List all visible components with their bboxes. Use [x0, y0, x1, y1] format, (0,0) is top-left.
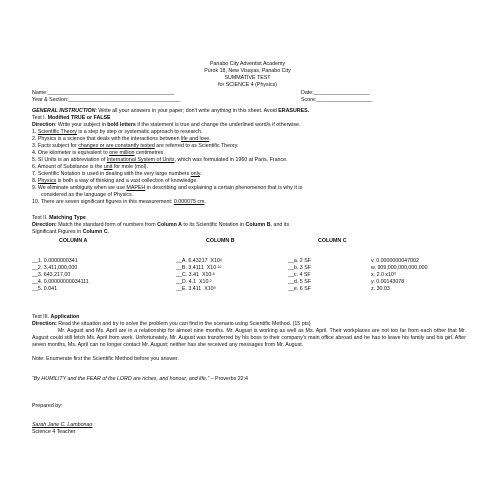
column-b-value: __E. 3.411	[176, 286, 202, 292]
item-underlined: one million	[109, 150, 135, 156]
item-suffix: in describing and explaining a certain phenomenon that is why it is	[145, 185, 303, 191]
item-prefix: 8.	[32, 178, 38, 184]
column-b-exponent: 9	[213, 286, 216, 290]
item-suffix: is both a way of thinking and a vast collection of knowledge.	[56, 178, 198, 184]
column-d-item: v. 0.0000000047002	[371, 258, 419, 264]
item-prefix: 4. One kilometer is equivalent to	[32, 150, 110, 156]
teacher-name: Sarah Jane C. Lambonao	[32, 422, 93, 428]
test1-item-6	[32, 164, 148, 171]
test2-direction-line2	[32, 229, 109, 236]
column-b-header: COLUMN B	[206, 238, 235, 244]
test3-scenario: Mr. August and Ms. April are in a relationship for almost nine months. Mr. August is working as well as Ms. April. Their workplaces are not too far from each other that Mr. August could still fetch Ms. April from work. Unfortunately, Mr. August was transferred by his boss to their company's main office abroad and he has to leave his family and his girl. After seven months, Ms. April can no longer contact Mr. August; neither has she received any messages from Mr. August.	[32, 328, 466, 348]
test2-direction-text-b: to its Scientific Notation in	[181, 222, 246, 228]
item-underlined: life and love	[180, 136, 210, 142]
name-label: Name:	[32, 90, 48, 96]
item-prefix: 1.	[32, 129, 38, 135]
test3-direction	[32, 321, 311, 328]
test1-direction-text-b: if the statement is true and change the underlined word/s if otherwise.	[135, 122, 301, 128]
test1-title-name: Modified TRUE or FALSE	[47, 115, 111, 121]
column-a-item: __5. 0.041	[32, 286, 58, 292]
test2-title-name: Matching Type	[49, 215, 86, 221]
column-b-item	[176, 258, 222, 265]
item-underlined: only	[190, 171, 201, 177]
column-b-value: __C. 3.41	[176, 272, 199, 278]
test1-direction-text-a: : Write your subject in	[54, 122, 108, 128]
test2-col-c-ref: Column C	[82, 229, 108, 235]
column-c-item: __d. 5 SF	[288, 279, 311, 285]
item-prefix: 2. Physics is a science that deals with the interactions between	[32, 136, 181, 142]
item-prefix: 3. Facts subject for	[32, 143, 79, 149]
item-prefix: 5. SI Units is an abbreviation of	[32, 157, 107, 163]
item-suffix: are referred to as Scientific Theory.	[154, 143, 239, 149]
test3-title-name: Application	[50, 314, 80, 320]
column-b-base: X10	[206, 265, 217, 271]
test2-direction-text-d: Significant Figures in	[32, 229, 83, 235]
column-a-header: COLUMN A	[59, 238, 88, 244]
year-section-field	[32, 97, 180, 104]
column-b-item	[176, 265, 221, 272]
item-underlined: International System of Units	[106, 157, 175, 163]
test1-item-9-continued	[41, 192, 133, 199]
column-d-item: z. 30.03	[371, 286, 390, 292]
test2-title-prefix: Test II.	[32, 215, 50, 221]
column-b-exponent: -2	[208, 279, 212, 283]
score-line: ___________________	[316, 97, 373, 103]
item-suffix: .	[200, 171, 202, 177]
column-a-item: __1. 0.0000000341	[32, 258, 78, 264]
column-a-item: __2. 3,411,000,000	[32, 265, 78, 271]
item-underlined: Physics	[37, 178, 57, 184]
test1-item-8	[32, 178, 198, 185]
general-instruction-label: GENERAL INSTRUCTION	[32, 108, 96, 114]
test2-direction	[32, 222, 289, 229]
test2-title	[32, 215, 86, 222]
item-suffix: for mole (mol).	[112, 164, 149, 170]
item-suffix: .	[209, 136, 211, 142]
test2-col-b-ref: Column B.	[245, 222, 273, 228]
item-prefix: 9. We eliminate ambiguity when we use	[32, 185, 127, 191]
test2-direction-text-a: Match the standard form of numbers from	[56, 222, 158, 228]
column-c-item: __b. 3 SF	[288, 265, 311, 271]
item-underlined: unit	[103, 164, 113, 170]
test-title: SUMMATIVE TEST	[224, 75, 271, 81]
test1-item-3	[32, 143, 239, 150]
test3-note: Note: Enumerate first the Scientific Method before you answer.	[32, 356, 179, 362]
test3-direction-text: Read the situation and try to solve the problem you can find in the scenario using Scientific Method. (15 pts)	[56, 321, 311, 327]
test1-title-prefix: Test I.	[32, 115, 48, 121]
column-a-item: __3. 643,217.00	[32, 272, 71, 278]
column-c-item: __c. 4 SF	[288, 272, 311, 278]
column-d-item: y. 0.00143078	[371, 279, 405, 285]
test1-item-9	[32, 185, 302, 192]
item-suffix: is a step by step or systematic approach to research.	[76, 129, 203, 135]
test1-item-1	[32, 129, 202, 136]
year-section-line: ______________________________________	[68, 97, 181, 103]
general-instruction-text: : Write all your answers in your paper; don't write anything in this sheet. Avoid	[95, 108, 279, 114]
column-b-value: __A. 6.43217	[176, 258, 208, 264]
item-underlined: 0.000075 cm	[173, 199, 205, 205]
item-suffix: .	[204, 199, 206, 205]
column-b-base: X10	[201, 272, 212, 278]
test1-direction	[32, 122, 300, 129]
quote-reference: – Proverbs 22:4	[209, 376, 249, 382]
column-a-item: __4. 0.00000000034111	[32, 279, 89, 285]
column-b-item	[176, 286, 216, 293]
column-b-item	[176, 279, 212, 286]
column-c-header: COLUMN C	[318, 238, 347, 244]
item-underlined: MAPEH	[126, 185, 146, 191]
item-prefix: 10. There are seven significant figures in this measurement:	[32, 199, 174, 205]
item-prefix: 7. Scientific Notation is used in dealing with the very large numbers	[32, 171, 191, 177]
column-b-item	[176, 272, 215, 279]
test2-col-a-ref: Column A	[157, 222, 182, 228]
teacher-role: Science 4 Teacher	[32, 429, 76, 435]
column-b-exponent: -8	[211, 272, 215, 276]
erasures-text: ERASURES.	[278, 108, 310, 114]
test3-title	[32, 314, 79, 321]
test1-bold-letters: bold letters	[107, 122, 136, 128]
date-line: ___________________	[313, 90, 370, 96]
general-instruction	[32, 108, 309, 115]
quote-text: “By HUMILITY and the FEAR of the LORD are riches, and honour, and life.”	[32, 376, 210, 382]
column-b-base: X10	[210, 258, 220, 264]
test1-item-2	[32, 136, 211, 143]
test1-item-10	[32, 199, 206, 206]
column-c-item: __e. 6 SF	[288, 286, 311, 292]
test3-title-prefix: Test III.	[32, 314, 51, 320]
item-continuation: considered as the language of Physics.	[41, 192, 134, 198]
date-field	[301, 90, 370, 97]
column-b-exponent: -10	[216, 265, 222, 269]
item-suffix: centimetres.	[134, 150, 165, 156]
test2-direction-text-c: and its	[272, 222, 290, 228]
test2-direction-text-e: .	[107, 229, 110, 235]
school-address: Purok 18, New Visayas, Panabo City	[204, 68, 291, 74]
date-label: Date:	[301, 90, 314, 96]
school-name: Panabo City Adventist Academy	[209, 61, 286, 67]
test1-item-4	[32, 150, 165, 157]
item-suffix: , which was formulated in 1960 at Paris, France.	[174, 157, 288, 163]
column-c-item: __a. 2 SF	[288, 258, 311, 264]
name-line: ___________________________________________	[47, 90, 175, 96]
score-label: Score:	[301, 97, 317, 103]
proverb-quote	[32, 376, 248, 383]
score-field	[301, 97, 372, 104]
column-b-value: __D. 4.1	[176, 279, 197, 285]
item-underlined: Scientific Theory	[37, 129, 77, 135]
column-d-item: w. 909,000,000,000,000	[371, 265, 428, 271]
test-subject: for SCIENCE 4 (Physics)	[218, 82, 277, 88]
test1-title	[32, 115, 111, 122]
column-b-base: X10	[204, 286, 214, 292]
name-field	[32, 90, 174, 97]
test1-item-7	[32, 171, 202, 178]
column-b-exponent: 4	[219, 258, 222, 262]
item-prefix: 6. Amount of Substance is the	[32, 164, 104, 170]
test1-direction-label: Direction	[32, 122, 55, 128]
column-b-value: __B. 3.4111	[176, 265, 204, 271]
column-b-base: X10	[198, 279, 209, 285]
prepared-by-label: Prepared by:	[32, 403, 63, 409]
test2-direction-label: Direction:	[32, 222, 57, 228]
column-d-item: x. 2.0 x10³	[371, 272, 396, 278]
year-section-label: Year & Section:	[32, 97, 69, 103]
test3-direction-label: Direction:	[32, 321, 57, 327]
item-underlined: changes or are constantly tested	[78, 143, 155, 149]
test1-item-5	[32, 157, 288, 164]
